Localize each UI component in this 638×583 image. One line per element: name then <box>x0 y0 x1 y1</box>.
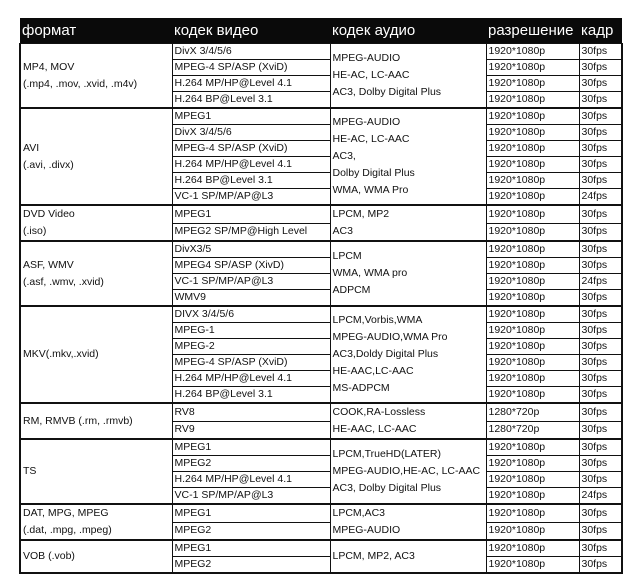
video-codec-cell: VC-1 SP/MP/AP@L3 <box>172 189 330 206</box>
audio-line: HE-AC, LC-AAC <box>332 69 410 81</box>
video-codec-cell: MPEG2 <box>172 456 330 472</box>
resolution-cell: 1920*1080p <box>486 522 579 540</box>
format-line: DAT, MPG, MPEG <box>23 507 109 519</box>
framerate-cell: 30fps <box>579 157 622 173</box>
header-video-codec: кодек видео <box>172 18 330 44</box>
table-row <box>20 306 622 323</box>
header-audio-codec: кодек аудио <box>330 18 486 44</box>
resolution-cell: 1920*1080p <box>486 323 579 339</box>
resolution-cell: 1920*1080p <box>486 258 579 274</box>
table-row <box>20 540 622 557</box>
resolution-cell: 1920*1080p <box>486 108 579 125</box>
resolution-cell: 1920*1080p <box>486 387 579 404</box>
audio-line: HE-AC, LC-AAC <box>332 133 410 145</box>
framerate-cell: 30fps <box>579 76 622 92</box>
header-framerate: кадр <box>579 18 622 44</box>
format-line: TS <box>23 465 37 477</box>
framerate-cell: 30fps <box>579 339 622 355</box>
resolution-cell: 1920*1080p <box>486 157 579 173</box>
audio-line: WMA, WMA Pro <box>332 184 409 196</box>
resolution-cell: 1920*1080p <box>486 92 579 109</box>
audio-codec-cell <box>330 439 486 504</box>
framerate-cell: 30fps <box>579 108 622 125</box>
video-codec-cell: H.264 BP@Level 3.1 <box>172 173 330 189</box>
audio-line: COOK,RA-Lossless <box>332 406 426 418</box>
audio-line: AC3, Dolby Digital Plus <box>332 86 442 98</box>
resolution-cell: 1920*1080p <box>486 339 579 355</box>
resolution-cell: 1920*1080p <box>486 60 579 76</box>
resolution-cell: 1920*1080p <box>486 371 579 387</box>
video-codec-cell: MPEG-1 <box>172 323 330 339</box>
format-line: (.avi, .divx) <box>23 158 74 171</box>
resolution-cell: 1920*1080p <box>486 456 579 472</box>
audio-line: LPCM, MP2, AC3 <box>332 550 415 562</box>
framerate-cell: 30fps <box>579 290 622 307</box>
video-codec-cell: H.264 MP/HP@Level 4.1 <box>172 157 330 173</box>
format-cell <box>20 44 172 109</box>
audio-line: AC3 <box>332 225 353 237</box>
audio-line: LPCM,AC3 <box>332 507 386 519</box>
format-line: ASF, WMV <box>23 258 74 271</box>
resolution-cell: 1920*1080p <box>486 488 579 505</box>
video-codec-cell: H.264 MP/HP@Level 4.1 <box>172 371 330 387</box>
table-row <box>20 205 622 223</box>
video-codec-cell: DivX3/5 <box>172 241 330 258</box>
resolution-cell: 1920*1080p <box>486 44 579 60</box>
framerate-cell: 30fps <box>579 205 622 223</box>
audio-line: Dolby Digital Plus <box>332 167 415 179</box>
framerate-cell: 30fps <box>579 241 622 258</box>
framerate-cell: 24fps <box>579 274 622 290</box>
framerate-cell: 30fps <box>579 306 622 323</box>
video-codec-cell: MPEG-2 <box>172 339 330 355</box>
video-codec-cell: MPEG2 SP/MP@High Level <box>172 223 330 241</box>
format-line: DVD Video <box>23 208 75 220</box>
audio-codec-cell <box>330 205 486 241</box>
resolution-cell: 1920*1080p <box>486 189 579 206</box>
audio-line: AC3,Doldy Digital Plus <box>332 348 439 360</box>
video-codec-cell: MPEG-4 SP/ASP (XviD) <box>172 141 330 157</box>
video-codec-cell: H.264 BP@Level 3.1 <box>172 92 330 109</box>
resolution-cell: 1920*1080p <box>486 141 579 157</box>
resolution-cell: 1280*720p <box>486 421 579 439</box>
table-row <box>20 504 622 522</box>
resolution-cell: 1920*1080p <box>486 540 579 557</box>
table-row <box>20 241 622 258</box>
format-line: (.iso) <box>23 225 47 237</box>
audio-line: LPCM,Vorbis,WMA <box>332 314 423 326</box>
audio-line: LPCM, MP2 <box>332 208 390 220</box>
resolution-cell: 1920*1080p <box>486 205 579 223</box>
resolution-cell: 1920*1080p <box>486 290 579 307</box>
framerate-cell: 30fps <box>579 472 622 488</box>
resolution-cell: 1920*1080p <box>486 439 579 456</box>
resolution-cell: 1920*1080p <box>486 472 579 488</box>
video-codec-cell: MPEG1 <box>172 439 330 456</box>
audio-codec-cell <box>330 306 486 403</box>
format-line: MP4, MOV <box>23 60 75 73</box>
video-codec-cell: H.264 MP/HP@Level 4.1 <box>172 76 330 92</box>
framerate-cell: 30fps <box>579 456 622 472</box>
video-codec-cell: VC-1 SP/MP/AP@L3 <box>172 274 330 290</box>
video-codec-cell: WMV9 <box>172 290 330 307</box>
audio-line: MPEG-AUDIO <box>332 116 401 128</box>
audio-line: LPCM,TrueHD(LATER) <box>332 448 442 460</box>
framerate-cell: 30fps <box>579 387 622 404</box>
table-row <box>20 44 622 60</box>
resolution-cell: 1280*720p <box>486 403 579 421</box>
framerate-cell: 30fps <box>579 403 622 421</box>
framerate-cell: 30fps <box>579 355 622 371</box>
format-cell <box>20 205 172 241</box>
framerate-cell: 30fps <box>579 141 622 157</box>
audio-line: HE-AAC,LC-AAC <box>332 365 414 377</box>
audio-line: MPEG-AUDIO <box>332 52 401 64</box>
resolution-cell: 1920*1080p <box>486 504 579 522</box>
video-codec-cell: MPEG1 <box>172 540 330 557</box>
format-cell <box>20 108 172 205</box>
video-codec-cell: MPEG1 <box>172 108 330 125</box>
resolution-cell: 1920*1080p <box>486 125 579 141</box>
audio-line: ADPCM <box>332 284 371 296</box>
video-codec-cell: MPEG-4 SP/ASP (XviD) <box>172 60 330 76</box>
audio-line: MPEG-AUDIO,HE-AC, LC-AAC <box>332 465 481 477</box>
table-body <box>20 44 622 574</box>
format-line: (.asf, .wmv, .xvid) <box>23 275 104 288</box>
framerate-cell: 30fps <box>579 60 622 76</box>
format-cell <box>20 403 172 439</box>
video-codec-cell: DivX 3/4/5/6 <box>172 125 330 141</box>
audio-codec-cell <box>330 540 486 573</box>
format-cell <box>20 241 172 306</box>
framerate-cell: 24fps <box>579 189 622 206</box>
header-format: формат <box>20 18 172 44</box>
framerate-cell: 30fps <box>579 371 622 387</box>
video-codec-cell: MPEG1 <box>172 205 330 223</box>
audio-line: LPCM <box>332 250 362 262</box>
audio-codec-cell <box>330 108 486 205</box>
framerate-cell: 30fps <box>579 439 622 456</box>
video-codec-cell: RV9 <box>172 421 330 439</box>
table-row <box>20 403 622 421</box>
audio-line: HE-AAC, LC-AAC <box>332 423 417 435</box>
format-line: MKV(.mkv,.xvid) <box>23 348 99 360</box>
format-line: (.mp4, .mov, .xvid, .m4v) <box>23 77 138 90</box>
resolution-cell: 1920*1080p <box>486 241 579 258</box>
format-line: RM, RMVB (.rm, .rmvb) <box>23 414 133 427</box>
framerate-cell: 30fps <box>579 522 622 540</box>
format-line: VOB (.vob) <box>23 550 75 562</box>
audio-line: AC3, Dolby Digital Plus <box>332 482 442 494</box>
video-codec-cell: RV8 <box>172 403 330 421</box>
resolution-cell: 1920*1080p <box>486 173 579 189</box>
framerate-cell: 30fps <box>579 504 622 522</box>
framerate-cell: 30fps <box>579 92 622 109</box>
audio-line: AC3, <box>332 150 356 162</box>
video-codec-cell: MPEG4 SP/ASP (XivD) <box>172 258 330 274</box>
codec-support-table <box>19 18 623 574</box>
audio-line: MS-ADPCM <box>332 382 390 394</box>
format-cell <box>20 504 172 540</box>
video-codec-cell: MPEG1 <box>172 504 330 522</box>
table-header-row <box>20 18 622 44</box>
framerate-cell: 30fps <box>579 540 622 557</box>
video-codec-cell: MPEG-4 SP/ASP (XviD) <box>172 355 330 371</box>
video-codec-cell: MPEG2 <box>172 522 330 540</box>
framerate-cell: 30fps <box>579 44 622 60</box>
video-codec-cell: H.264 BP@Level 3.1 <box>172 387 330 404</box>
audio-codec-cell <box>330 403 486 439</box>
format-line: (.dat, .mpg, .mpeg) <box>23 524 112 536</box>
format-cell <box>20 540 172 573</box>
table-row <box>20 439 622 456</box>
format-cell <box>20 306 172 403</box>
resolution-cell: 1920*1080p <box>486 223 579 241</box>
audio-codec-cell <box>330 504 486 540</box>
framerate-cell: 30fps <box>579 258 622 274</box>
framerate-cell: 30fps <box>579 421 622 439</box>
header-resolution: разрешение <box>486 18 579 44</box>
video-codec-cell: MPEG2 <box>172 557 330 574</box>
framerate-cell: 30fps <box>579 323 622 339</box>
format-cell <box>20 439 172 504</box>
video-codec-cell: H.264 MP/HP@Level 4.1 <box>172 472 330 488</box>
framerate-cell: 30fps <box>579 173 622 189</box>
audio-line: MPEG-AUDIO <box>332 524 401 536</box>
resolution-cell: 1920*1080p <box>486 306 579 323</box>
table-row <box>20 108 622 125</box>
audio-codec-cell <box>330 44 486 109</box>
video-codec-cell: DIVX 3/4/5/6 <box>172 306 330 323</box>
video-codec-cell: DivX 3/4/5/6 <box>172 44 330 60</box>
resolution-cell: 1920*1080p <box>486 274 579 290</box>
video-codec-cell: VC-1 SP/MP/AP@L3 <box>172 488 330 505</box>
framerate-cell: 30fps <box>579 557 622 574</box>
format-line: AVI <box>23 141 40 154</box>
resolution-cell: 1920*1080p <box>486 557 579 574</box>
audio-codec-cell <box>330 241 486 306</box>
resolution-cell: 1920*1080p <box>486 355 579 371</box>
resolution-cell: 1920*1080p <box>486 76 579 92</box>
audio-line: WMA, WMA pro <box>332 267 408 279</box>
framerate-cell: 24fps <box>579 488 622 505</box>
framerate-cell: 30fps <box>579 125 622 141</box>
framerate-cell: 30fps <box>579 223 622 241</box>
audio-line: MPEG-AUDIO,WMA Pro <box>332 331 448 343</box>
